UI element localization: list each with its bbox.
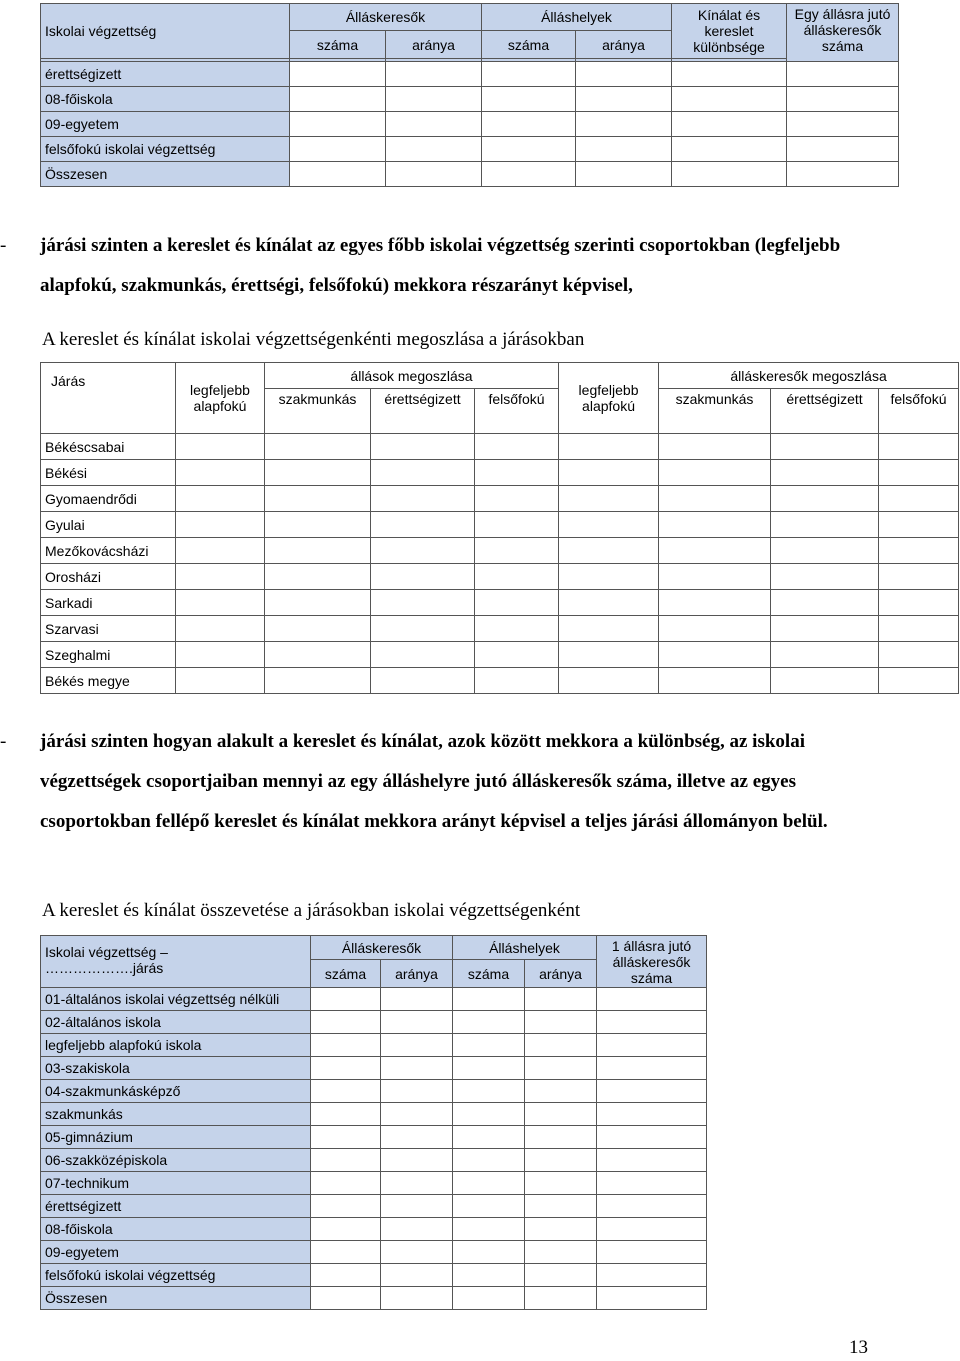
header-positions: Álláshelyek	[482, 4, 672, 31]
table-row-label: Békéscsabai	[41, 434, 176, 460]
header-seekers-number: száma	[311, 960, 381, 988]
header-seekers: Álláskeresők	[290, 4, 482, 31]
table-row-label: érettségizett	[41, 62, 290, 87]
table-row-label: Orosházi	[41, 564, 176, 590]
header-per-job: 1 állásra jutó álláskeresők száma	[597, 936, 707, 988]
table-row-label: Összesen	[41, 162, 290, 187]
header-school	[41, 936, 311, 988]
table-row-label: 04-szakmunkásképző	[41, 1080, 311, 1103]
header-seekers-basic: legfeljebb alapfokú	[559, 363, 659, 434]
header-jobs-group: állások megoszlása	[265, 363, 559, 389]
bullet-dash: -	[0, 731, 7, 752]
header-jobs-matura: érettségizett	[371, 389, 475, 434]
table-row-label: Szeghalmi	[41, 642, 176, 668]
table-row-label: Szarvasi	[41, 616, 176, 642]
table-district-comparison	[40, 935, 707, 1310]
table-row-label: 09-egyetem	[41, 1241, 311, 1264]
table-row-label: 08-főiskola	[41, 87, 290, 112]
header-seekers-group: álláskeresők megoszlása	[659, 363, 959, 389]
header-seekers-matura: érettségizett	[771, 389, 879, 434]
header-jobs-basic: legfeljebb alapfokú	[176, 363, 265, 434]
table-row-label: Gyomaendrődi	[41, 486, 176, 512]
table-row-label: 07-technikum	[41, 1172, 311, 1195]
page-number: 13	[849, 1337, 868, 1358]
header-district: Járás	[41, 363, 176, 434]
table-row-label: Békési	[41, 460, 176, 486]
table-row-label: Békés megye	[41, 668, 176, 694]
section-heading-1: A kereslet és kínálat iskolai végzettségenkénti megoszlása a járásokban	[42, 329, 585, 350]
table-row-label: érettségizett	[41, 1195, 311, 1218]
header-seekers-skilled: szakmunkás	[659, 389, 771, 434]
header-positions-number: száma	[482, 31, 576, 59]
table-row-label: Gyulai	[41, 512, 176, 538]
header-difference: Kínálat és kereslet különbsége	[672, 4, 787, 59]
table-row-label: 06-szakközépiskola	[41, 1149, 311, 1172]
header-positions: Álláshelyek	[453, 936, 597, 960]
table-row-label: Mezőkovácsházi	[41, 538, 176, 564]
header-jobs-skilled: szakmunkás	[265, 389, 371, 434]
table-row-label: 02-általános iskola	[41, 1011, 311, 1034]
header-jobs-higher: felsőfokú	[475, 389, 559, 434]
table-row-label: 05-gimnázium	[41, 1126, 311, 1149]
header-positions-ratio: aránya	[525, 960, 597, 988]
table-district-distribution	[40, 362, 959, 694]
header-positions-ratio: aránya	[576, 31, 672, 59]
header-seekers: Álláskeresők	[311, 936, 453, 960]
table-row-label: legfeljebb alapfokú iskola	[41, 1034, 311, 1057]
header-seekers-ratio: aránya	[386, 31, 482, 59]
table-row-label: felsőfokú iskolai végzettség	[41, 1264, 311, 1287]
table-row-label: Összesen	[41, 1287, 311, 1310]
paragraph-requirement-2	[0, 722, 900, 842]
paragraph-requirement-1	[0, 226, 900, 306]
table-row-label: Sarkadi	[41, 590, 176, 616]
paragraph-text: járási szinten a kereslet és kínálat az egyes főbb iskolai végzettség szerinti csoportokban (legfeljebb alapfokú, szakmunkás, érettségi, felsőfokú) mekkora részarányt képvisel,	[40, 235, 841, 296]
header-seekers-number: száma	[290, 31, 386, 59]
table-row-label: szakmunkás	[41, 1103, 311, 1126]
bullet-dash: -	[0, 235, 7, 256]
header-seekers-ratio: aránya	[381, 960, 453, 988]
table-row-label: 08-főiskola	[41, 1218, 311, 1241]
header-school: Iskolai végzettség	[41, 4, 290, 59]
section-heading-2: A kereslet és kínálat összevetése a járásokban iskolai végzettségenként	[42, 900, 581, 921]
header-positions-number: száma	[453, 960, 525, 988]
table-row-label: 01-általános iskolai végzettség nélküli	[41, 988, 311, 1011]
paragraph-text: járási szinten hogyan alakult a kereslet és kínálat, azok között mekkora a különbség, az iskolai végzettségek csoportjaiban mennyi az egy álláshelyre jutó álláskeresők száma, illetve az egyes csoportokban fellépő kereslet és kínálat mekkora arányt képvisel a teljes járási állományon belül.	[40, 731, 828, 832]
table-row-label: felsőfokú iskolai végzettség	[41, 137, 290, 162]
header-seekers-higher: felsőfokú	[879, 389, 959, 434]
header-school-line2: ……………….járás	[45, 960, 164, 976]
header-per-job: Egy állásra jutó álláskeresők száma	[787, 4, 899, 62]
table-education-summary	[40, 3, 899, 187]
table-row-label: 03-szakiskola	[41, 1057, 311, 1080]
header-school-line1: Iskolai végzettség –	[45, 944, 168, 960]
table-row-label: 09-egyetem	[41, 112, 290, 137]
